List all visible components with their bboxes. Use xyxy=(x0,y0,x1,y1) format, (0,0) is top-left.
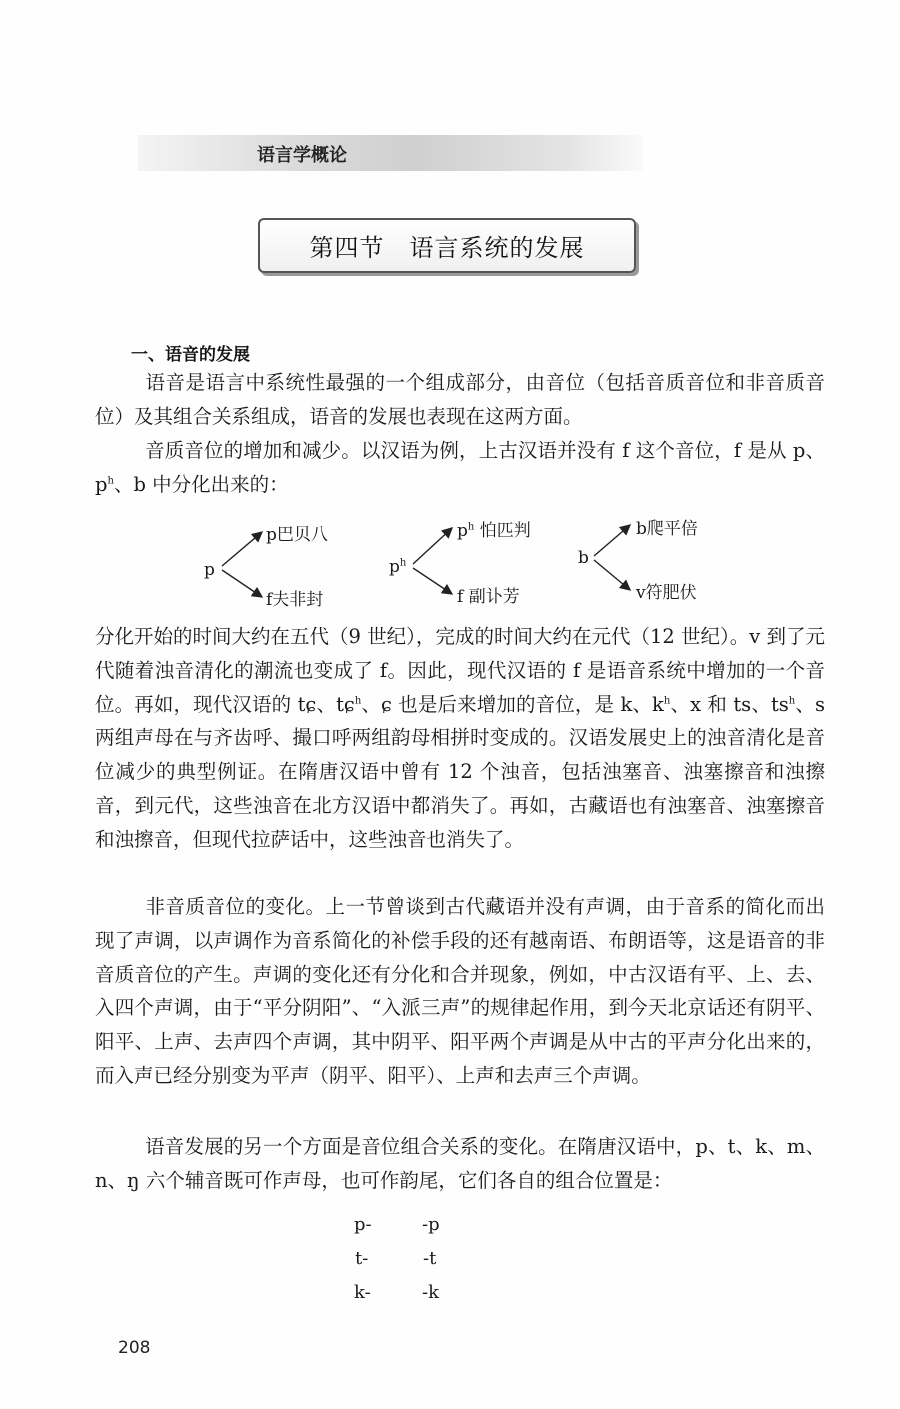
paragraph-3-text: 分化开始的时间大约在五代（9 世纪），完成的时间大约在元代（12 世纪）。v 到了元代随着浊音清化的潮流也变成了 f。因此，现代汉语的 f 是语音系统中增加的一个音位。再如，现代汉语的 tɕ、tɕ$^h$、ɕ 也是后来增加的音位，是 k、$k^h$、x 和 ts、$ts^h$、s 两组声母在与齐齿呼、撮口呼两组韵母相拼时变成的。汉语发展史上的浊音清化是音位减少的典型例证。在隋唐汉语中曾有 12 个浊音，包括浊塞音、浊塞擦音和浊擦音，到元代，这些浊音在北方汉语中都消失了。再如，古藏语也有浊塞音、浊塞擦音和浊擦音，但现代拉萨话中，这些浊音也消失了。 xyxy=(95,625,825,851)
final-1: -p xyxy=(422,1214,440,1235)
paragraph-1 xyxy=(95,366,825,434)
split-source-2: $p^h$ xyxy=(389,557,407,577)
split-lower-2: f 副讣芳 xyxy=(457,587,520,607)
paragraph-5-text: 语音发展的另一个方面是音位组合关系的变化。在隋唐汉语中，p、t、k、m、n、ŋ 六个辅音既可作声母，也可作韵尾，它们各自的组合位置是： xyxy=(95,1135,825,1192)
running-head-band xyxy=(138,135,643,171)
initial-2: t- xyxy=(355,1248,369,1269)
paragraph-4 xyxy=(95,890,825,1093)
paragraph-1-text: 语音是语言中系统性最强的一个组成部分，由音位（包括音质音位和非音质音位）及其组合关系组成，语音的发展也表现在这两方面。 xyxy=(95,371,825,428)
paragraph-5 xyxy=(95,1130,825,1198)
split-arrow-3-upper xyxy=(594,525,630,556)
section-title: 第四节 语言系统的发展 xyxy=(309,234,585,262)
split-source-3: b xyxy=(578,548,589,568)
split-arrow-2-upper xyxy=(413,528,452,564)
running-head-title: 语言学概论 xyxy=(257,145,347,166)
paragraph-2 xyxy=(95,434,825,502)
section-title-box xyxy=(258,218,636,273)
initial-3: k- xyxy=(354,1282,371,1303)
initial-1: p- xyxy=(354,1214,372,1235)
paragraph-2-text: 音质音位的增加和减少。以汉语为例，上古汉语并没有 f 这个音位，f 是从 p、$p^h$、b 中分化出来的： xyxy=(95,439,825,496)
split-upper-1: p巴贝八 xyxy=(266,525,328,545)
paragraph-4-text: 非音质音位的变化。上一节曾谈到古代藏语并没有声调，由于音系的简化而出现了声调，以声调作为音系简化的补偿手段的还有越南语、布朗语等，这是语音的非音质音位的产生。声调的变化还有分化和合并现象，例如，中古汉语有平、上、去、入四个声调，由于“平分阴阳”、“入派三声”的规律起作用，到今天北京话还有阴平、阳平、上声、去声四个声调，其中阴平、阳平两个声调是从中古的平声分化出来的，而入声已经分别变为平声（阴平、阳平）、上声和去声三个声调。 xyxy=(95,895,825,1087)
split-arrow-2-lower xyxy=(413,568,452,594)
split-upper-3: b爬平倍 xyxy=(636,519,698,539)
split-lower-3: v符肥伏 xyxy=(636,583,697,603)
split-source-1: p xyxy=(204,560,215,580)
final-2: -t xyxy=(423,1248,437,1269)
split-arrow-1-lower xyxy=(222,570,262,597)
split-upper-2: $p^h$ 怕匹判 xyxy=(457,521,531,541)
split-arrow-3-lower xyxy=(594,560,630,590)
paragraph-3 xyxy=(95,620,825,857)
split-arrow-1-upper xyxy=(222,532,262,566)
final-3: -k xyxy=(422,1282,439,1303)
split-lower-1: f夫非封 xyxy=(266,590,324,610)
subsection-heading: 一、语音的发展 xyxy=(131,345,250,365)
page-number: 208 xyxy=(118,1338,151,1358)
